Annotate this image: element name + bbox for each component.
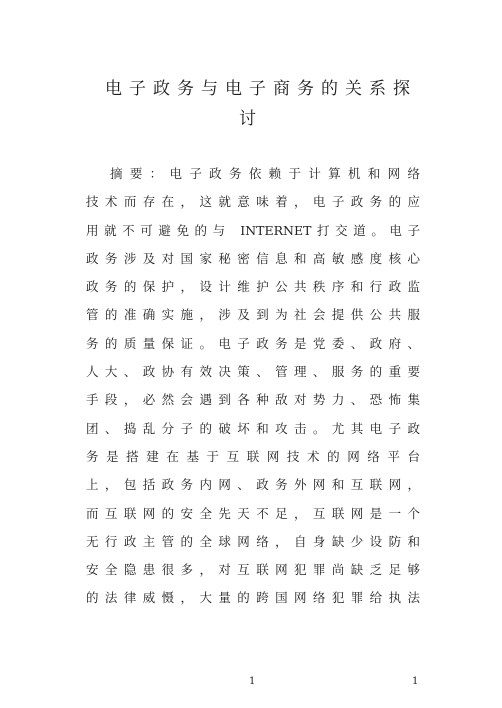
paragraph-line: 政务的保护，设计维护公共秩序和行政监 bbox=[86, 279, 420, 295]
paragraph-line: 用就不可避免的与 INTERNET打交道。电子 bbox=[86, 222, 420, 238]
paragraph-line: 而互联网的安全先天不足，互联网是一个 bbox=[86, 505, 420, 521]
document-title-line-1: 电子政务与电子商务的关系探 bbox=[105, 79, 417, 99]
paragraph-line: 摘要：电子政务依赖于计算机和网络 bbox=[110, 166, 420, 181]
paragraph-line: 管的准确实施，涉及到为社会提供公共服 bbox=[86, 307, 420, 323]
paragraph-line: 手段，必然会遇到各种敌对势力、恐怖集 bbox=[86, 392, 420, 408]
page-number-center: 1 bbox=[249, 676, 256, 687]
paragraph-line: 人大、政协有效决策、管理、服务的重要 bbox=[86, 364, 420, 380]
document-title-line-2: 讨 bbox=[239, 109, 263, 129]
abstract-paragraph bbox=[86, 160, 420, 613]
paragraph-line: 务是搭建在基于互联网技术的网络平台 bbox=[86, 448, 420, 464]
paragraph-line: 务的质量保证。电子政务是党委、政府、 bbox=[86, 335, 420, 351]
paragraph-line: 技术而存在，这就意味着，电子政务的应 bbox=[86, 194, 420, 210]
paragraph-line: 安全隐患很多，对互联网犯罪尚缺乏足够 bbox=[86, 562, 420, 578]
page-number-right: 1 bbox=[412, 676, 419, 687]
paragraph-line: 上，包括政务内网、政务外网和互联网， bbox=[86, 477, 420, 493]
paragraph-line: 无行政主管的全球网络，自身缺少设防和 bbox=[86, 533, 420, 549]
paragraph-line: 团、捣乱分子的破坏和攻击。尤其电子政 bbox=[86, 420, 420, 436]
paragraph-line: 的法律威慑，大量的跨国网络犯罪给执法 bbox=[86, 590, 420, 606]
paragraph-line: 政务涉及对国家秘密信息和高敏感度核心 bbox=[86, 250, 420, 266]
